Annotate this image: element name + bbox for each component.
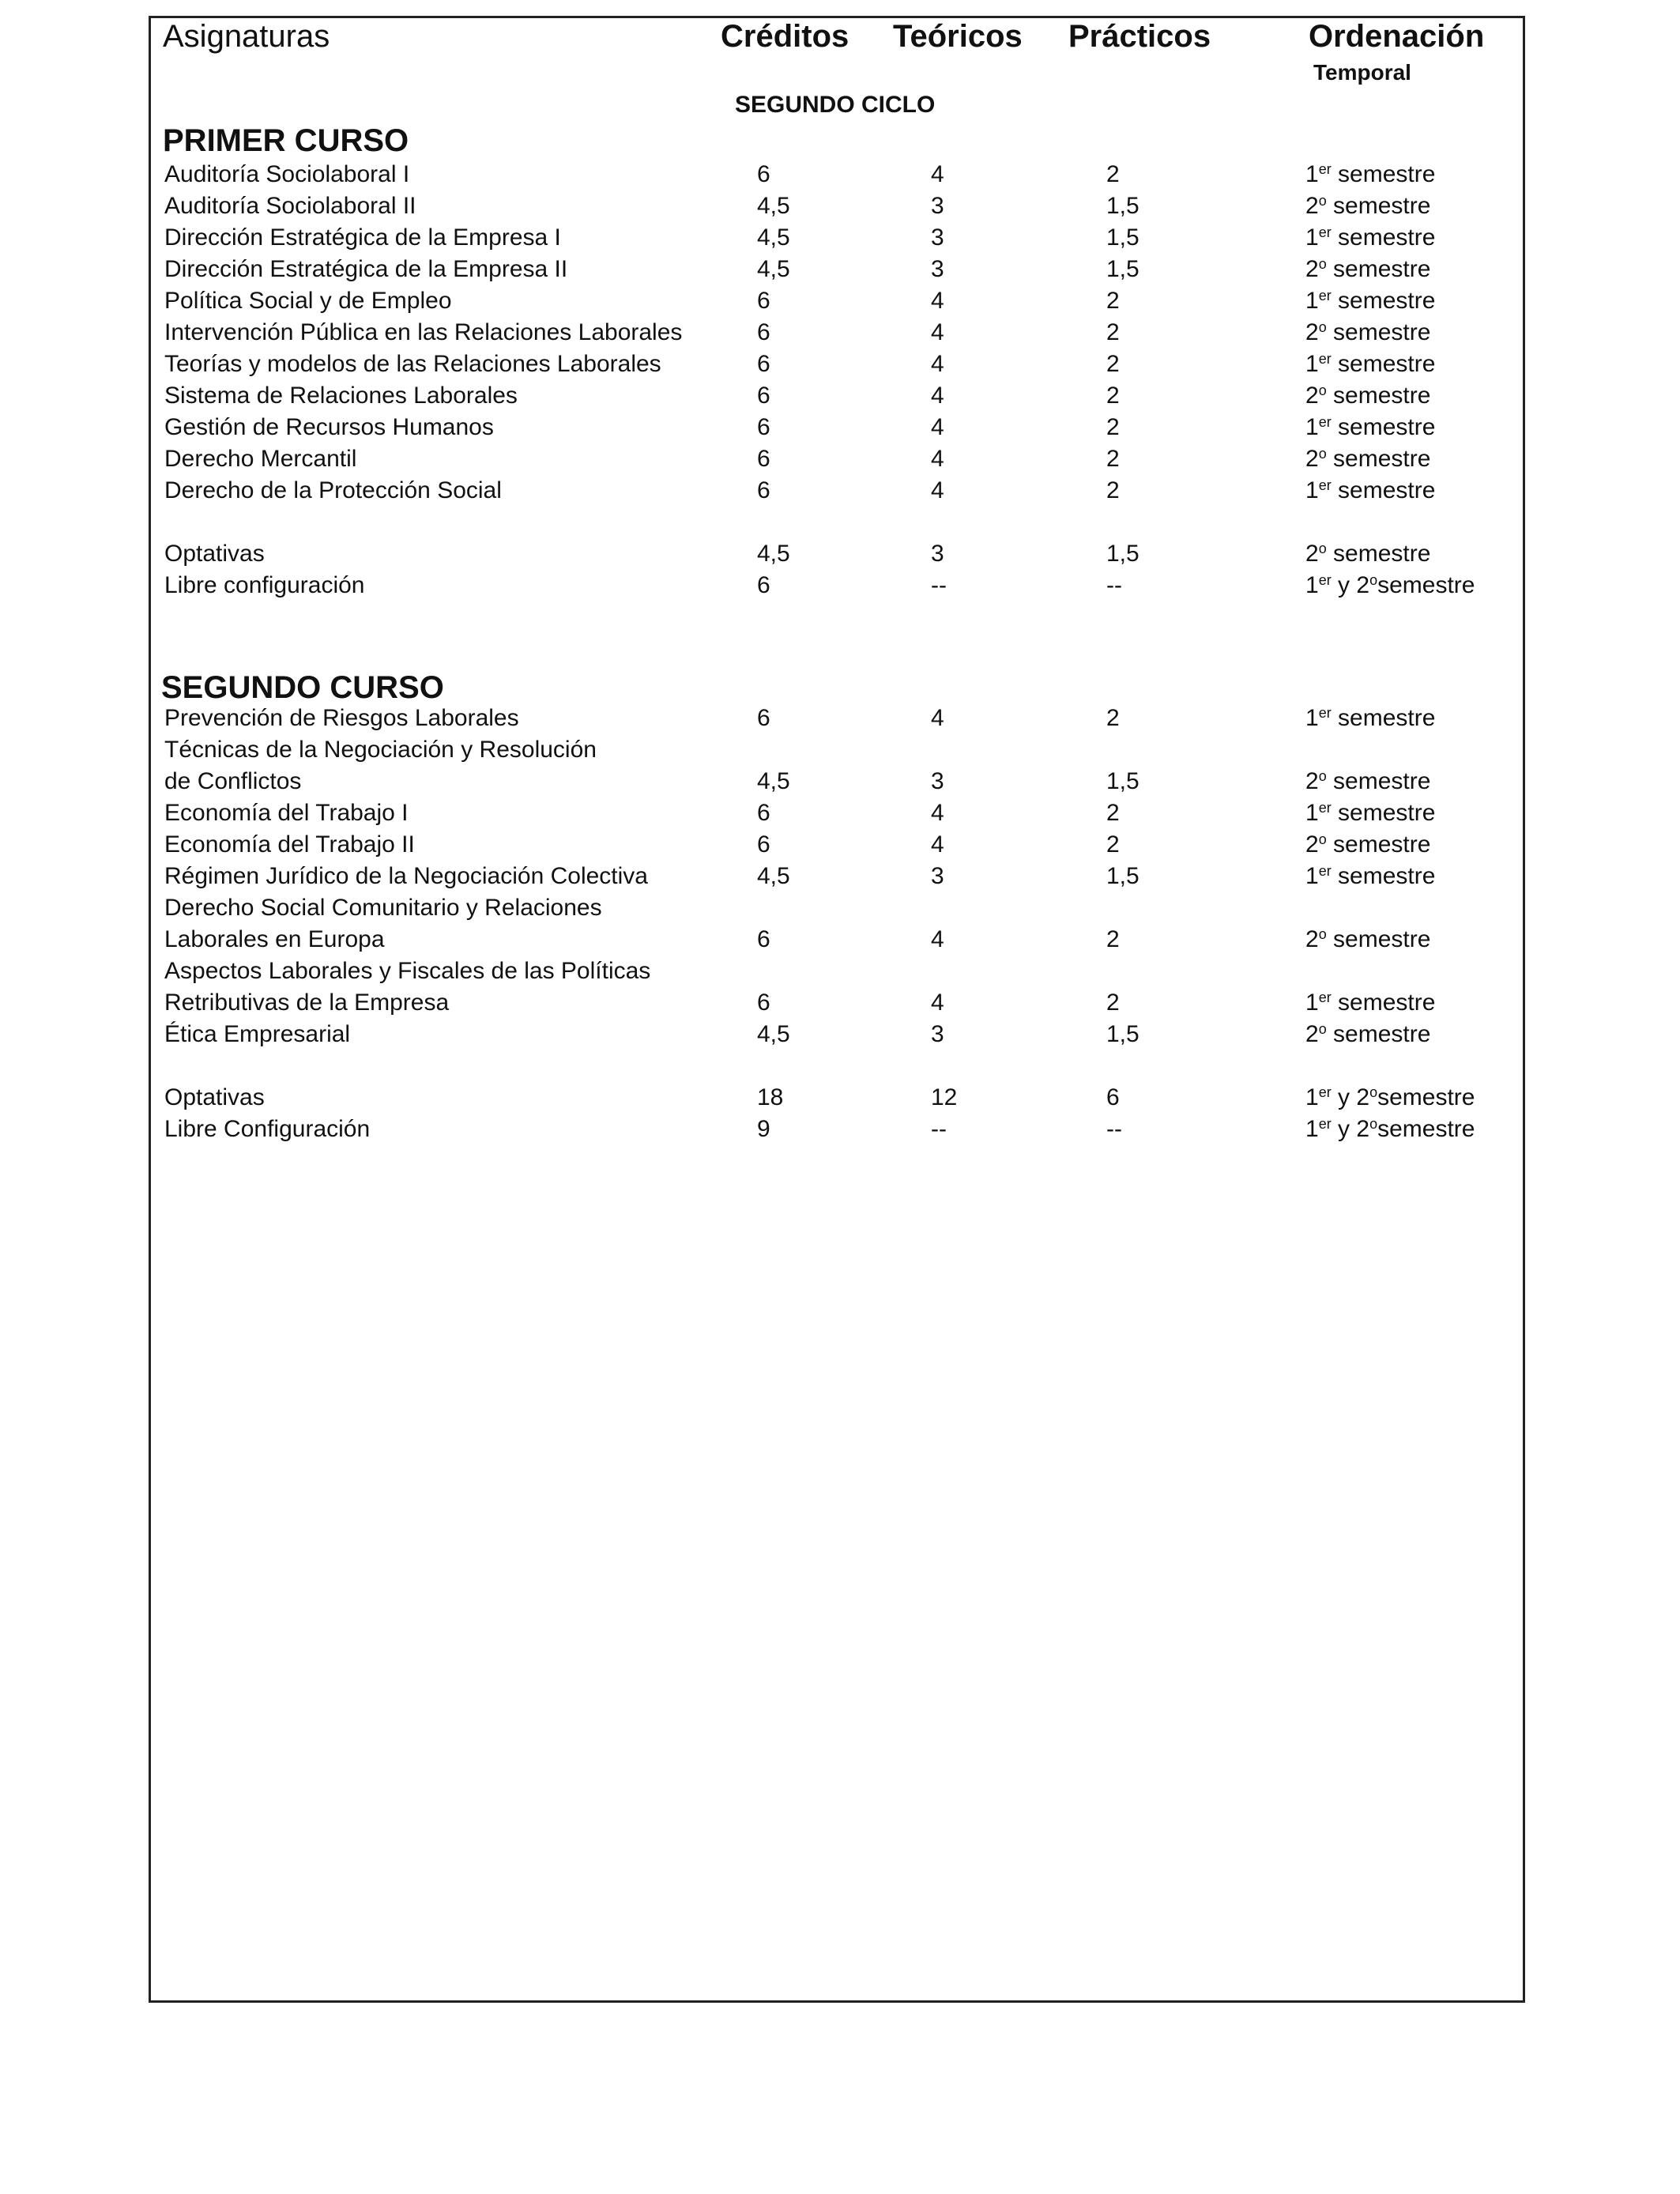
- table-row: [0, 1021, 1680, 1053]
- ordenacion-text-2: semestre: [1377, 572, 1475, 598]
- ordenacion-text: semestre: [1331, 161, 1436, 187]
- ordenacion-number: 2: [1305, 1021, 1319, 1047]
- ordenacion-number: 2: [1305, 319, 1319, 345]
- subject-name: Sistema de Relaciones Laborales: [164, 383, 518, 409]
- ordenacion-text: semestre: [1326, 768, 1431, 794]
- practicos-cell: 2: [1106, 383, 1120, 409]
- subject-name: Gestión de Recursos Humanos: [164, 414, 494, 440]
- ordenacion-cell: [1305, 541, 1430, 567]
- practicos-cell: 2: [1106, 414, 1120, 440]
- ordenacion-superscript: er: [1318, 990, 1332, 1005]
- subject-name: Economía del Trabajo II: [164, 831, 415, 858]
- ordenacion-superscript: o: [1318, 446, 1327, 462]
- subject-name: Intervención Pública en las Relaciones Laborales: [164, 319, 683, 345]
- practicos-cell: 2: [1106, 351, 1120, 377]
- ordenacion-cell: [1305, 800, 1435, 827]
- subject-name: Libre configuración: [164, 572, 365, 598]
- ordenacion-superscript: o: [1318, 193, 1327, 209]
- creditos-cell: 9: [757, 1116, 770, 1142]
- practicos-cell: 1,5: [1106, 1021, 1139, 1047]
- ordenacion-text: y 2: [1331, 1084, 1370, 1110]
- ordenacion-number: 2: [1305, 831, 1319, 858]
- column-header-ordenacion-sub: Temporal: [1313, 60, 1411, 85]
- table-row: [0, 800, 1680, 831]
- ordenacion-text: semestre: [1331, 477, 1436, 503]
- ordenacion-number: 1: [1305, 288, 1319, 314]
- ordenacion-number: 1: [1305, 800, 1319, 826]
- table-row: [0, 958, 1680, 990]
- teoricos-cell: 3: [931, 768, 944, 794]
- ordenacion-cell: [1305, 572, 1475, 599]
- subject-name: Dirección Estratégica de la Empresa I: [164, 224, 561, 251]
- ordenacion-superscript-2: o: [1369, 1116, 1378, 1132]
- subject-name: Dirección Estratégica de la Empresa II: [164, 256, 568, 282]
- ordenacion-superscript: o: [1318, 1021, 1327, 1037]
- ordenacion-text: semestre: [1331, 351, 1436, 377]
- subject-name: Optativas: [164, 1084, 265, 1110]
- subject-name: Derecho de la Protección Social: [164, 477, 502, 503]
- ordenacion-superscript: o: [1318, 831, 1327, 847]
- ordenacion-number: 1: [1305, 1084, 1319, 1110]
- practicos-cell: 6: [1106, 1084, 1120, 1110]
- ordenacion-superscript: er: [1318, 705, 1332, 721]
- teoricos-cell: 4: [931, 351, 944, 377]
- ordenacion-number: 1: [1305, 572, 1319, 598]
- teoricos-cell: 4: [931, 161, 944, 187]
- ordenacion-text: y 2: [1331, 1116, 1370, 1142]
- column-header-creditos: Créditos: [721, 19, 849, 54]
- teoricos-cell: 4: [931, 319, 944, 345]
- cycle-title: SEGUNDO CICLO: [735, 92, 936, 118]
- practicos-cell: 2: [1106, 446, 1120, 472]
- subject-name: Derecho Social Comunitario y Relaciones: [164, 895, 602, 921]
- column-header-asignaturas: Asignaturas: [163, 19, 330, 54]
- ordenacion-number: 1: [1305, 161, 1319, 187]
- table-row: [0, 768, 1680, 800]
- ordenacion-number: 1: [1305, 863, 1319, 889]
- ordenacion-text: semestre: [1331, 224, 1436, 251]
- ordenacion-superscript: o: [1318, 383, 1327, 398]
- creditos-cell: 6: [757, 572, 770, 598]
- creditos-cell: 6: [757, 351, 770, 377]
- practicos-cell: 2: [1106, 831, 1120, 858]
- ordenacion-text: semestre: [1326, 831, 1431, 858]
- ordenacion-superscript: er: [1318, 572, 1332, 588]
- table-row: [0, 288, 1680, 319]
- table-row: [0, 541, 1680, 572]
- ordenacion-text: semestre: [1331, 705, 1436, 731]
- table-row: [0, 351, 1680, 383]
- practicos-cell: 2: [1106, 319, 1120, 345]
- ordenacion-text: semestre: [1326, 446, 1431, 472]
- practicos-cell: 1,5: [1106, 541, 1139, 567]
- ordenacion-number: 1: [1305, 351, 1319, 377]
- ordenacion-number: 2: [1305, 193, 1319, 219]
- ordenacion-cell: [1305, 831, 1430, 858]
- practicos-cell: 2: [1106, 800, 1120, 826]
- table-row: [0, 572, 1680, 604]
- subject-name: Economía del Trabajo I: [164, 800, 409, 826]
- ordenacion-superscript: o: [1318, 926, 1327, 942]
- subject-name: Teorías y modelos de las Relaciones Laborales: [164, 351, 661, 377]
- creditos-cell: 6: [757, 926, 770, 952]
- ordenacion-cell: [1305, 161, 1435, 188]
- ordenacion-text: semestre: [1331, 288, 1436, 314]
- table-row: [0, 383, 1680, 414]
- table-row: [0, 224, 1680, 256]
- ordenacion-number: 1: [1305, 414, 1319, 440]
- ordenacion-superscript-2: o: [1369, 1084, 1378, 1100]
- creditos-cell: 4,5: [757, 768, 790, 794]
- ordenacion-text: semestre: [1326, 1021, 1431, 1047]
- creditos-cell: 6: [757, 288, 770, 314]
- ordenacion-cell: [1305, 351, 1435, 378]
- teoricos-cell: 4: [931, 926, 944, 952]
- creditos-cell: 6: [757, 831, 770, 858]
- teoricos-cell: 4: [931, 990, 944, 1016]
- subject-name: Régimen Jurídico de la Negociación Colectiva: [164, 863, 648, 889]
- ordenacion-number: 2: [1305, 256, 1319, 282]
- practicos-cell: --: [1106, 572, 1122, 598]
- practicos-cell: 2: [1106, 288, 1120, 314]
- subject-name: Auditoría Sociolaboral I: [164, 161, 410, 187]
- creditos-cell: 4,5: [757, 541, 790, 567]
- ordenacion-cell: [1305, 1116, 1475, 1143]
- teoricos-cell: --: [931, 1116, 947, 1142]
- teoricos-cell: 12: [931, 1084, 958, 1110]
- ordenacion-cell: [1305, 926, 1430, 953]
- subject-name: Técnicas de la Negociación y Resolución: [164, 737, 597, 763]
- ordenacion-superscript: er: [1318, 414, 1332, 430]
- ordenacion-superscript: er: [1318, 351, 1332, 367]
- subject-name: Optativas: [164, 541, 265, 567]
- column-header-ordenacion: Ordenación: [1309, 19, 1485, 54]
- ordenacion-number: 2: [1305, 926, 1319, 952]
- ordenacion-text: y 2: [1331, 572, 1370, 598]
- ordenacion-number: 2: [1305, 541, 1319, 567]
- ordenacion-text: semestre: [1331, 414, 1436, 440]
- creditos-cell: 4,5: [757, 224, 790, 251]
- ordenacion-superscript: er: [1318, 224, 1332, 240]
- creditos-cell: 6: [757, 990, 770, 1016]
- ordenacion-number: 2: [1305, 446, 1319, 472]
- practicos-cell: 2: [1106, 705, 1120, 731]
- creditos-cell: 6: [757, 477, 770, 503]
- ordenacion-number: 1: [1305, 224, 1319, 251]
- table-row: [0, 831, 1680, 863]
- creditos-cell: 4,5: [757, 256, 790, 282]
- subject-name: Ética Empresarial: [164, 1021, 351, 1047]
- subject-name: Prevención de Riesgos Laborales: [164, 705, 519, 731]
- practicos-cell: 1,5: [1106, 768, 1139, 794]
- subject-name: Política Social y de Empleo: [164, 288, 452, 314]
- teoricos-cell: 3: [931, 224, 944, 251]
- section-title-segundo-curso: SEGUNDO CURSO: [161, 670, 444, 705]
- teoricos-cell: 4: [931, 800, 944, 826]
- subject-name: Libre Configuración: [164, 1116, 371, 1142]
- ordenacion-superscript: o: [1318, 319, 1327, 335]
- ordenacion-text: semestre: [1326, 926, 1431, 952]
- column-header-practicos: Prácticos: [1068, 19, 1211, 54]
- creditos-cell: 4,5: [757, 193, 790, 219]
- subject-name: Derecho Mercantil: [164, 446, 357, 472]
- ordenacion-cell: [1305, 383, 1430, 409]
- table-row: [0, 256, 1680, 288]
- subject-name: Aspectos Laborales y Fiscales de las Políticas: [164, 958, 651, 984]
- subject-name: Auditoría Sociolaboral II: [164, 193, 416, 219]
- ordenacion-text: semestre: [1331, 990, 1436, 1016]
- ordenacion-cell: [1305, 863, 1435, 890]
- ordenacion-text: semestre: [1331, 800, 1436, 826]
- ordenacion-cell: [1305, 414, 1435, 441]
- creditos-cell: 6: [757, 446, 770, 472]
- subject-name: de Conflictos: [164, 768, 302, 794]
- ordenacion-number: 1: [1305, 990, 1319, 1016]
- ordenacion-superscript: er: [1318, 477, 1332, 493]
- creditos-cell: 6: [757, 800, 770, 826]
- ordenacion-number: 2: [1305, 768, 1319, 794]
- ordenacion-text-2: semestre: [1377, 1084, 1475, 1110]
- creditos-cell: 4,5: [757, 863, 790, 889]
- table-row: [0, 319, 1680, 351]
- ordenacion-superscript: er: [1318, 161, 1332, 177]
- teoricos-cell: 3: [931, 1021, 944, 1047]
- creditos-cell: 18: [757, 1084, 784, 1110]
- ordenacion-number: 1: [1305, 1116, 1319, 1142]
- ordenacion-text: semestre: [1326, 256, 1431, 282]
- ordenacion-superscript: er: [1318, 1116, 1332, 1132]
- creditos-cell: 6: [757, 319, 770, 345]
- practicos-cell: 1,5: [1106, 193, 1139, 219]
- ordenacion-text: semestre: [1326, 383, 1431, 409]
- teoricos-cell: 3: [931, 193, 944, 219]
- teoricos-cell: 4: [931, 383, 944, 409]
- teoricos-cell: 4: [931, 446, 944, 472]
- teoricos-cell: 3: [931, 541, 944, 567]
- table-row: [0, 705, 1680, 737]
- practicos-cell: 2: [1106, 477, 1120, 503]
- creditos-cell: 6: [757, 414, 770, 440]
- ordenacion-cell: [1305, 288, 1435, 315]
- ordenacion-superscript-2: o: [1369, 572, 1378, 588]
- ordenacion-cell: [1305, 193, 1430, 220]
- subject-name: Laborales en Europa: [164, 926, 385, 952]
- table-row: [0, 990, 1680, 1021]
- ordenacion-superscript: er: [1318, 800, 1332, 816]
- ordenacion-text-2: semestre: [1377, 1116, 1475, 1142]
- practicos-cell: --: [1106, 1116, 1122, 1142]
- ordenacion-cell: [1305, 224, 1435, 251]
- ordenacion-superscript: o: [1318, 768, 1327, 784]
- ordenacion-cell: [1305, 990, 1435, 1016]
- ordenacion-superscript: er: [1318, 863, 1332, 879]
- creditos-cell: 4,5: [757, 1021, 790, 1047]
- practicos-cell: 1,5: [1106, 863, 1139, 889]
- ordenacion-number: 1: [1305, 705, 1319, 731]
- practicos-cell: 1,5: [1106, 224, 1139, 251]
- ordenacion-superscript: er: [1318, 288, 1332, 303]
- table-row: [0, 477, 1680, 509]
- ordenacion-text: semestre: [1326, 541, 1431, 567]
- table-row: [0, 895, 1680, 926]
- teoricos-cell: 4: [931, 414, 944, 440]
- ordenacion-text: semestre: [1326, 193, 1431, 219]
- practicos-cell: 2: [1106, 161, 1120, 187]
- teoricos-cell: 3: [931, 863, 944, 889]
- practicos-cell: 2: [1106, 990, 1120, 1016]
- table-row: [0, 1116, 1680, 1148]
- table-row: [0, 926, 1680, 958]
- ordenacion-text: semestre: [1331, 863, 1436, 889]
- column-header-teoricos: Teóricos: [893, 19, 1023, 54]
- table-row: [0, 414, 1680, 446]
- teoricos-cell: --: [931, 572, 947, 598]
- ordenacion-cell: [1305, 256, 1430, 283]
- ordenacion-number: 2: [1305, 383, 1319, 409]
- ordenacion-cell: [1305, 477, 1435, 504]
- creditos-cell: 6: [757, 161, 770, 187]
- table-row: [0, 1084, 1680, 1116]
- ordenacion-cell: [1305, 446, 1430, 473]
- table-row: [0, 863, 1680, 895]
- section-title-primer-curso: PRIMER CURSO: [163, 123, 409, 158]
- teoricos-cell: 4: [931, 705, 944, 731]
- table-row: [0, 193, 1680, 224]
- table-row: [0, 737, 1680, 768]
- teoricos-cell: 4: [931, 477, 944, 503]
- teoricos-cell: 4: [931, 288, 944, 314]
- ordenacion-cell: [1305, 768, 1430, 795]
- ordenacion-cell: [1305, 1021, 1430, 1048]
- ordenacion-superscript: o: [1318, 541, 1327, 556]
- practicos-cell: 1,5: [1106, 256, 1139, 282]
- ordenacion-number: 1: [1305, 477, 1319, 503]
- ordenacion-text: semestre: [1326, 319, 1431, 345]
- ordenacion-cell: [1305, 1084, 1475, 1111]
- table-row: [0, 446, 1680, 477]
- teoricos-cell: 4: [931, 831, 944, 858]
- ordenacion-cell: [1305, 319, 1430, 346]
- table-row: [0, 161, 1680, 193]
- creditos-cell: 6: [757, 705, 770, 731]
- subject-name: Retributivas de la Empresa: [164, 990, 450, 1016]
- ordenacion-cell: [1305, 705, 1435, 732]
- practicos-cell: 2: [1106, 926, 1120, 952]
- ordenacion-superscript: er: [1318, 1084, 1332, 1100]
- ordenacion-superscript: o: [1318, 256, 1327, 272]
- teoricos-cell: 3: [931, 256, 944, 282]
- creditos-cell: 6: [757, 383, 770, 409]
